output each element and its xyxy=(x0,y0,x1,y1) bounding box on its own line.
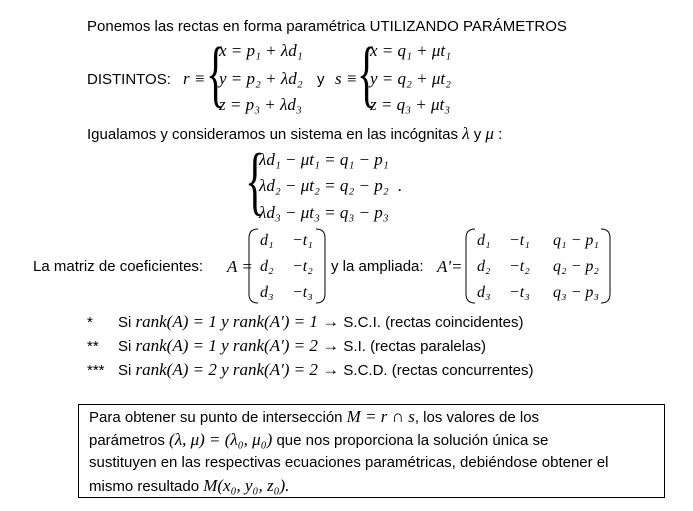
intersection-note-box xyxy=(78,404,665,498)
case-3 xyxy=(87,361,533,380)
note-line-1-b: , los valores de los xyxy=(414,409,540,426)
Ap-r2-c1: d₂ xyxy=(477,258,491,275)
and-separator: y xyxy=(317,71,325,88)
note-line-2-math: (λ, μ) = (λ₀, μ₀) xyxy=(169,430,273,449)
note-line-4-a: mismo resultado xyxy=(89,478,200,495)
s-brace: { xyxy=(357,33,377,115)
note-line-4-math: M(x₀, y₀, z₀). xyxy=(203,476,290,495)
A-r2-c2: −t₂ xyxy=(292,258,313,275)
Ap-r3-c1: d₃ xyxy=(477,284,491,301)
s-label: s ≡ xyxy=(335,69,358,88)
Ap-r1-c1: d₁ xyxy=(477,232,491,249)
s-eq-1: x = q₁ + μt₁ xyxy=(370,41,452,60)
case-2 xyxy=(87,337,486,356)
Ap-r3-c2: −t₃ xyxy=(509,284,530,301)
case-3-mark: *** xyxy=(87,362,105,379)
equate-colon: : xyxy=(498,126,503,143)
intro-line-1: Ponemos las rectas en forma paramétrica UTILIZANDO PARÁMETROS xyxy=(87,18,567,35)
Ap-left-paren xyxy=(466,229,475,303)
r-eq-3: z = p₃ + λd₃ xyxy=(219,95,302,114)
r-eq-2: y = p₂ + λd₂ xyxy=(219,69,303,88)
system-brace: { xyxy=(245,139,266,223)
A-r3-c2: −t₃ xyxy=(292,284,313,301)
case-3-result: S.C.D. (rectas concurrentes) xyxy=(343,362,534,379)
case-2-mark: ** xyxy=(87,338,99,355)
case-1 xyxy=(87,313,523,332)
note-line-2 xyxy=(89,431,548,450)
note-line-2-a: parámetros xyxy=(89,432,165,449)
note-line-1-a: Para obtener su punto de intersección xyxy=(89,409,343,426)
note-line-4 xyxy=(89,477,289,496)
amp-text: y la ampliada: xyxy=(331,258,424,275)
case-1-condition: rank(A) = 1 y rank(A') = 1 → xyxy=(135,312,344,331)
note-line-1 xyxy=(89,408,539,427)
A-r3-c1: d₃ xyxy=(260,284,274,301)
r-label: r ≡ xyxy=(183,69,206,88)
A-r2-c1: d₂ xyxy=(260,258,274,275)
s-eq-3: z = q₃ + μt₃ xyxy=(370,95,451,114)
coef-matrix-name: A = xyxy=(227,257,253,276)
mu-symbol: μ xyxy=(485,124,494,143)
Ap-r1-c2: −t₁ xyxy=(509,232,530,249)
note-line-1-math: M = r ∩ s xyxy=(346,407,415,426)
case-1-mark: * xyxy=(87,314,93,331)
equate-y: y xyxy=(473,126,482,143)
equate-sentence: Igualamos y consideramos un sistema en las incógnitas xyxy=(87,126,459,143)
A-right-paren xyxy=(316,229,325,303)
r-brace: { xyxy=(206,33,226,115)
Ap-r3-c3: q₃ − p₃ xyxy=(553,284,599,301)
lambda-symbol: λ xyxy=(462,124,470,143)
note-line-2-b: que nos proporciona la solución única se xyxy=(276,432,549,449)
Ap-r1-c3: q₁ − p₁ xyxy=(553,232,599,249)
Ap-r2-c2: −t₂ xyxy=(509,258,530,275)
note-line-3: sustituyen en las respectivas ecuaciones paramétricas, debiéndose obtener el xyxy=(89,454,609,471)
system-dot: . xyxy=(398,176,403,195)
Ap-right-paren xyxy=(601,229,610,303)
amp-matrix-name: A'= xyxy=(437,257,463,276)
system-eq-1: λd₁ − μt₁ = q₁ − p₁ xyxy=(259,150,389,169)
s-eq-2: y = q₂ + μt₂ xyxy=(370,69,452,88)
case-3-si: Si xyxy=(118,362,132,379)
system-eq-2: λd₂ − μt₂ = q₂ − p₂ xyxy=(259,176,389,195)
A-r1-c2: −t₁ xyxy=(292,232,313,249)
r-eq-1: x = p₁ + λd₁ xyxy=(219,41,303,60)
case-1-result: S.C.I. (rectas coincidentes) xyxy=(343,314,524,331)
case-2-condition: rank(A) = 1 y rank(A') = 2 → xyxy=(135,336,344,355)
system-eq-3: λd₃ − μt₃ = q₃ − p₃ xyxy=(259,203,389,222)
case-2-si: Si xyxy=(118,338,132,355)
A-r1-c1: d₁ xyxy=(260,232,274,249)
case-3-condition: rank(A) = 2 y rank(A') = 2 → xyxy=(135,360,344,379)
A-left-paren xyxy=(249,229,258,303)
coef-text: La matriz de coeficientes: xyxy=(33,258,204,275)
case-2-result: S.I. (rectas paralelas) xyxy=(343,338,486,355)
Ap-r2-c3: q₂ − p₂ xyxy=(553,258,599,275)
case-1-si: Si xyxy=(118,314,132,331)
intro-line-2: DISTINTOS: xyxy=(87,71,171,88)
